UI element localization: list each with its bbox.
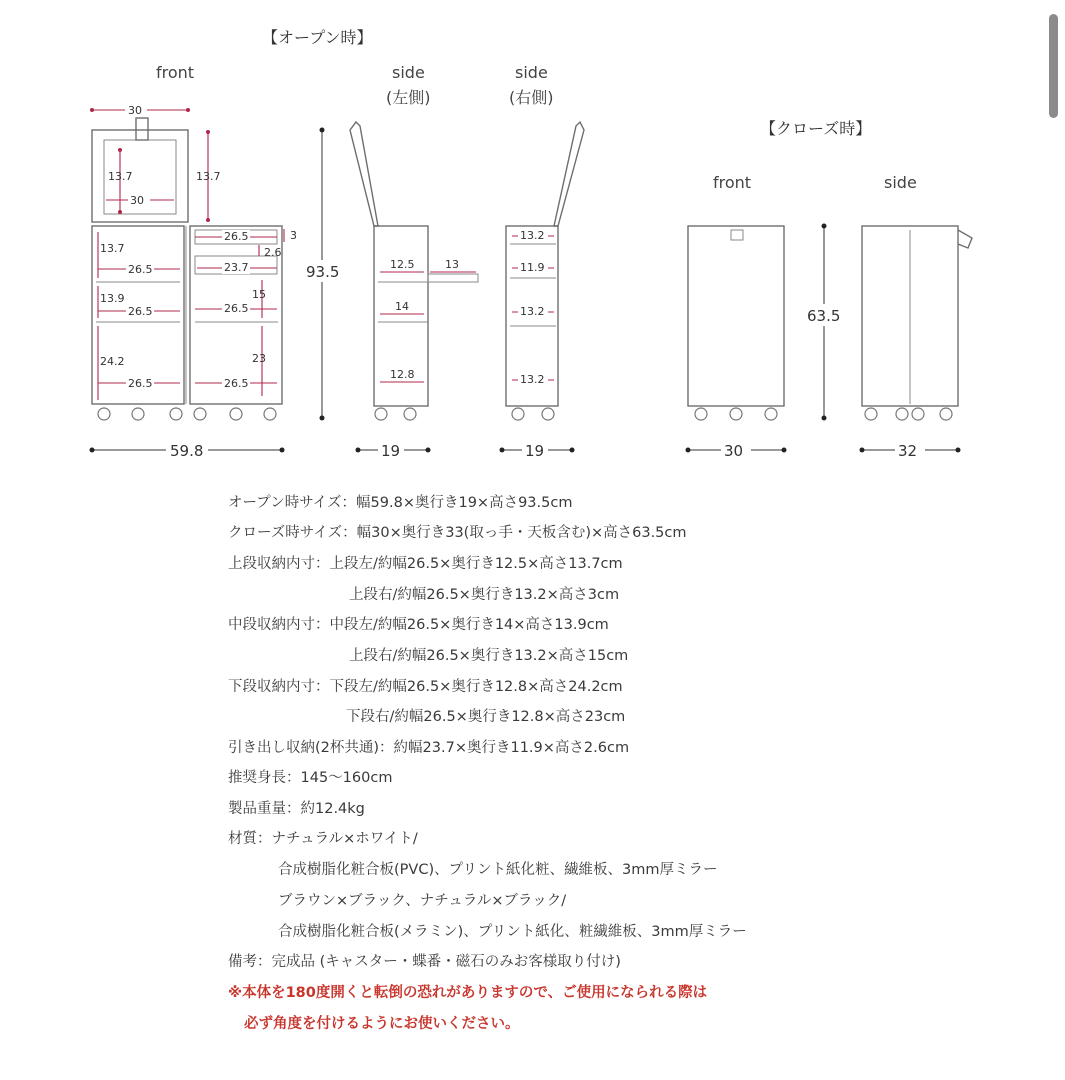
- dim-drawer-h: 2.6: [264, 246, 282, 259]
- dim-low-right-w: 26.5: [224, 377, 249, 390]
- close-front-view: [686, 226, 787, 460]
- side-right-sub: (右側): [509, 88, 554, 107]
- side-left-sub: (左側): [386, 88, 431, 107]
- spec-drawer: 引き出し収納(2杯共通)：約幅23.7×奥行き11.9×高さ2.6cm: [228, 740, 630, 756]
- dim-left-depth-low: 12.8: [390, 368, 415, 381]
- dim-mirror-h: 13.7: [108, 170, 133, 183]
- dim-mid-right-w: 26.5: [224, 302, 249, 315]
- dim-upper-right-h: 3: [290, 229, 297, 242]
- side-left-label: side: [392, 63, 425, 82]
- scrollbar-track[interactable]: [1047, 0, 1065, 1080]
- dim-left-depth-total: 19: [381, 442, 401, 460]
- dim-mirror-h-outer: 13.7: [196, 170, 221, 183]
- spec-height-rec: 推奨身長：145〜160cm: [228, 770, 393, 786]
- spec-open-size: オープン時サイズ：幅59.8×奥行き19×高さ93.5cm: [228, 495, 573, 511]
- dim-mirror-w: 30: [130, 194, 144, 207]
- close-height-dim: [806, 224, 844, 421]
- spec-upper-1: 上段収納内寸：上段左/約幅26.5×奥行き12.5×高さ13.7cm: [228, 556, 623, 572]
- dim-upper-left-w: 26.5: [128, 263, 153, 276]
- spec-material-1: 材質：ナチュラル×ホワイト/: [228, 831, 418, 847]
- dim-right-depth-1: 13.2: [520, 229, 545, 242]
- dim-upper-left-h: 13.7: [100, 242, 125, 255]
- dim-mid-left-h: 13.9: [100, 292, 125, 305]
- spec-material-2: 合成樹脂化粧合板(PVC)、プリント紙化粧、繊維板、3mm厚ミラー: [278, 862, 718, 878]
- dim-left-depth-upper: 12.5: [390, 258, 415, 271]
- spec-close-size: クローズ時サイズ：幅30×奥行き33(取っ手・天板含む)×高さ63.5cm: [228, 525, 687, 541]
- spec-middle-1: 中段収納内寸：中段左/約幅26.5×奥行き14×高さ13.9cm: [228, 617, 609, 633]
- spec-weight: 製品重量：約12.4kg: [228, 801, 365, 817]
- spec-middle-2: 上段右/約幅26.5×奥行き13.2×高さ15cm: [349, 648, 629, 664]
- dim-total-width: 59.8: [170, 442, 204, 460]
- close-side-view: [860, 226, 973, 460]
- spec-material-4: 合成樹脂化粧合板(メラミン)、プリント紙化、粧繊維板、3mm厚ミラー: [278, 924, 747, 940]
- side-right-label: side: [515, 63, 548, 82]
- spec-material-3: ブラウン×ブラック、ナチュラル×ブラック/: [278, 893, 567, 909]
- dim-drawer-w: 23.7: [224, 261, 249, 274]
- dim-top-width: 30: [128, 104, 142, 117]
- open-height-dim: [305, 128, 341, 421]
- warning-line-2: 必ず角度を付けるようにお使いください。: [244, 1016, 520, 1032]
- dim-right-depth-3: 13.2: [520, 305, 545, 318]
- dim-left-shelf: 13: [445, 258, 459, 271]
- dim-total-height: 93.5: [306, 263, 340, 281]
- close-title: 【クローズ時】: [760, 119, 872, 138]
- close-front-label: front: [713, 173, 752, 192]
- spec-lower-1: 下段収納内寸：下段左/約幅26.5×奥行き12.8×高さ24.2cm: [228, 679, 623, 695]
- close-side-label: side: [884, 173, 917, 192]
- dim-right-depth-2: 11.9: [520, 261, 545, 274]
- spec-note: 備考：完成品 (キャスター・蝶番・磁石のみお客様取り付け): [228, 954, 621, 970]
- dim-mid-left-w: 26.5: [128, 305, 153, 318]
- side-right-view: [500, 122, 585, 460]
- open-front-view: [90, 103, 298, 460]
- dim-close-height: 63.5: [807, 307, 841, 325]
- dim-right-depth-4: 13.2: [520, 373, 545, 386]
- dim-close-depth: 32: [898, 442, 918, 460]
- dim-right-depth-total: 19: [525, 442, 545, 460]
- dim-low-right-h: 23: [252, 352, 266, 365]
- dim-close-width: 30: [724, 442, 744, 460]
- dim-left-depth-mid: 14: [395, 300, 409, 313]
- spec-lower-2: 下段右/約幅26.5×奥行き12.8×高さ23cm: [346, 709, 626, 725]
- dim-upper-right-w: 26.5: [224, 230, 249, 243]
- front-label: front: [156, 63, 195, 82]
- warning-line-1: ※本体を180度開くと転倒の恐れがありますので、ご使用になられる際は: [228, 985, 708, 1001]
- spec-upper-2: 上段右/約幅26.5×奥行き13.2×高さ3cm: [349, 587, 620, 603]
- scrollbar-thumb[interactable]: [1049, 14, 1058, 118]
- side-left-view: [350, 122, 478, 460]
- dim-low-left-h: 24.2: [100, 355, 125, 368]
- open-title: 【オープン時】: [262, 28, 373, 47]
- dimension-diagram: [0, 0, 1040, 480]
- dim-low-left-w: 26.5: [128, 377, 153, 390]
- dim-mid-right-h: 15: [252, 288, 266, 301]
